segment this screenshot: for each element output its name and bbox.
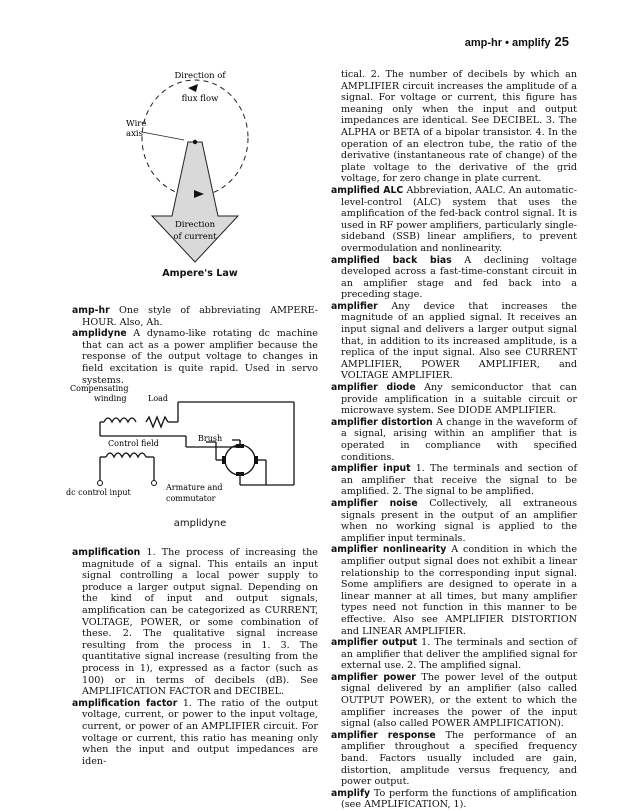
input-terminal-2 [152, 481, 157, 486]
headword: amplifier response [331, 729, 436, 741]
armature-circle [225, 445, 255, 475]
running-header [465, 34, 569, 49]
entry-amplifier-diode [331, 382, 577, 417]
armature-label-1: Armature and [166, 483, 223, 492]
headword: amplifier nonlinearity [331, 544, 447, 556]
headword: amplifier [331, 300, 378, 312]
input-terminal-1 [98, 481, 103, 486]
current-arrow [152, 142, 238, 262]
wire-leader [142, 132, 184, 140]
definition: 1. The process of increasing the magnitude of a signal. This entails an input signal controlling a local power supply to produce a larger output signal. Depending on the kind of input and output signals, amplification can be categorized as CURRENT, VOLTAGE, POWER, or some combination of these. 2. The qualitative signal increase resulting from the process in 1. 3. The quantitative signal increase (resulting from the process in 1), expressed as a factor (such as 100) or in terms of decibels (dB). See AMPLIFICATION FACTOR and DECIBEL. [82, 547, 318, 698]
definition: Collectively, all extraneous signals present in the output of an amplifier when no working signal is applied to the amplifier input terminals. [341, 497, 577, 544]
brush-top [236, 444, 244, 448]
page-number: 25 [554, 34, 569, 49]
current-label-2: of current [173, 232, 217, 242]
ampere-law-diagram [120, 66, 280, 266]
brush-left [222, 456, 226, 464]
headword: amplification factor [72, 697, 178, 709]
load-resistor [146, 417, 168, 427]
current-label-1: Direction [174, 220, 216, 230]
entry-continuation [331, 69, 577, 185]
brush-right [254, 456, 258, 464]
flux-arrowhead-top [188, 84, 198, 92]
definition: 1. The ratio of the output voltage, current, or power to the input voltage, current, or power of an AMPLIFIER circuit. For voltage or current, this ratio has meaning only when the input and output impedances are iden- [82, 697, 318, 767]
entry-amplifier-response [331, 730, 577, 788]
definition: A condition in which the amplifier output signal does not exhibit a linear relationship to the corresponding input signal. Some amplifiers are designed to operate in a linear manner at all times, but many amplifier types need not function in this manner to be effective. Also see AMPLIFIER DISTORTION and LINEAR AMPLIFIER. [341, 544, 577, 637]
headword: amplidyne [72, 328, 127, 340]
definition: A change in the waveform of a signal, arising within an amplifier that is operated in compliance with specified conditions. [341, 416, 577, 463]
definition: A declining voltage developed across a fast-time-constant circuit in an amplifier stage and fed back into a preceding stage. [341, 254, 577, 301]
definition: To perform the functions of amplification (see AMPLIFICATION, 1). [341, 787, 577, 811]
entry-amplification [72, 547, 318, 698]
compensating-label-1: Compensating [70, 384, 129, 393]
entry-amplify [331, 788, 577, 811]
brush-bottom [236, 472, 244, 476]
flux-label-2: flux flow [181, 94, 219, 104]
headword: amplifier diode [331, 382, 416, 394]
definition: The power level of the output signal delivered by an amplifier (also called OUTPUT POWER), or the extent to which the amplifier increases the power of the input signal (also called POWER AMPLIFICATION). [341, 671, 577, 730]
definition: One style of abbreviating AMPERE-HOUR. Also, Ah. [82, 305, 318, 328]
entry-amplified-alc [331, 185, 577, 255]
ampere-law-caption: Ampere's Law [162, 268, 238, 279]
flux-label-1: Direction of [174, 71, 226, 81]
headword: amplifier input [331, 463, 411, 475]
definition: Any semiconductor that can provide amplification in a suitable circuit or microwave system. See DIODE AMPLIFIER. [341, 382, 577, 417]
load-label: Load [148, 394, 169, 403]
headword: amplifier output [331, 637, 418, 649]
compensating-label-2: winding [94, 394, 127, 403]
entry-amplidyne [72, 328, 318, 386]
brush-label: Brush [198, 434, 223, 443]
headword: amplified back bias [331, 254, 452, 266]
entry-amplifier [331, 301, 577, 382]
entry-amplification-factor [72, 698, 318, 768]
control-field-label: Control field [108, 439, 159, 448]
headword: amplified ALC [331, 184, 404, 196]
compensating-coil [104, 418, 136, 422]
amplidyne-figure [66, 382, 316, 517]
control-field-coil [106, 453, 146, 457]
definition: A dynamo-like rotating dc machine that can act as a power amplifier because the response of the output voltage to changes in field excitation is quite rapid. Used in servo systems. [82, 328, 318, 386]
armature-label-2: commutator [166, 494, 216, 503]
entry-amplifier-nonlinearity [331, 544, 577, 637]
wire-label-1: Wire [126, 119, 147, 129]
definition: 1. The terminals and section of an amplifier that receive the signal to be amplified. 2. The signal to be amplified. [341, 463, 577, 498]
entry-amplifier-distortion [331, 417, 577, 463]
entry-amplifier-power [331, 672, 577, 730]
running-head: amp-hr • amplify [464, 37, 551, 49]
headword: amplify [331, 787, 371, 799]
definition: tical. 2. The number of decibels by which an AMPLIFIER circuit increases the amplitude of a signal. For voltage or current, this figure has meaning only when the input and output impedances are identical. See DECIBEL. 3. The ALPHA or BETA of a bipolar transistor. 4. In the operation of an electron tube, the ratio of the derivative (instantaneous rate of change) of the plate voltage to the derivative of the grid voltage, for zero change in plate current. [341, 69, 577, 185]
right-column [331, 69, 577, 811]
entry-amplified-back-bias [331, 255, 577, 301]
entry-amplifier-output [331, 637, 577, 672]
headword: amplifier noise [331, 497, 418, 509]
amplidyne-schematic [66, 382, 316, 517]
definition: Abbreviation, AALC. An automatic-level-control (ALC) system that uses the amplification of the fed-back control signal. It is used in RF power amplifiers, particularly single-sideband (SSB) linear amplifiers, to prevent overmodulation and nonlinearity. [341, 184, 577, 254]
amplidyne-caption: amplidyne [173, 518, 227, 529]
entry-amplifier-noise [331, 498, 577, 544]
entry-amplifier-input [331, 463, 577, 498]
headword: amp-hr [72, 305, 110, 316]
left-column-bottom [72, 547, 318, 767]
left-column-top [72, 305, 318, 386]
ampere-law-figure [120, 66, 280, 266]
headword: amplification [72, 547, 141, 558]
headword: amplifier power [331, 671, 416, 683]
definition: Any device that increases the magnitude of an applied signal. It receives an input signal and delivers a larger output signal that, in addition to its increased amplitude, is a replica of the input signal. Also see CURRENT AMPLIFIER, POWER AMPLIFIER, and VOLTAGE AMPLIFIER. [341, 300, 577, 382]
definition: The performance of an amplifier throughout a specified frequency band. Factors usually included are gain, distortion, amplitude versus frequency, and power output. [341, 729, 577, 788]
entry-amp-hr [72, 305, 318, 328]
definition: 1. The terminals and section of an amplifier that deliver the amplified signal for external use. 2. The amplified signal. [341, 637, 577, 672]
dc-control-label: dc control input [66, 488, 131, 497]
wire-label-2: axis [126, 129, 143, 139]
headword: amplifier distortion [331, 416, 433, 428]
wire-point [193, 140, 197, 144]
